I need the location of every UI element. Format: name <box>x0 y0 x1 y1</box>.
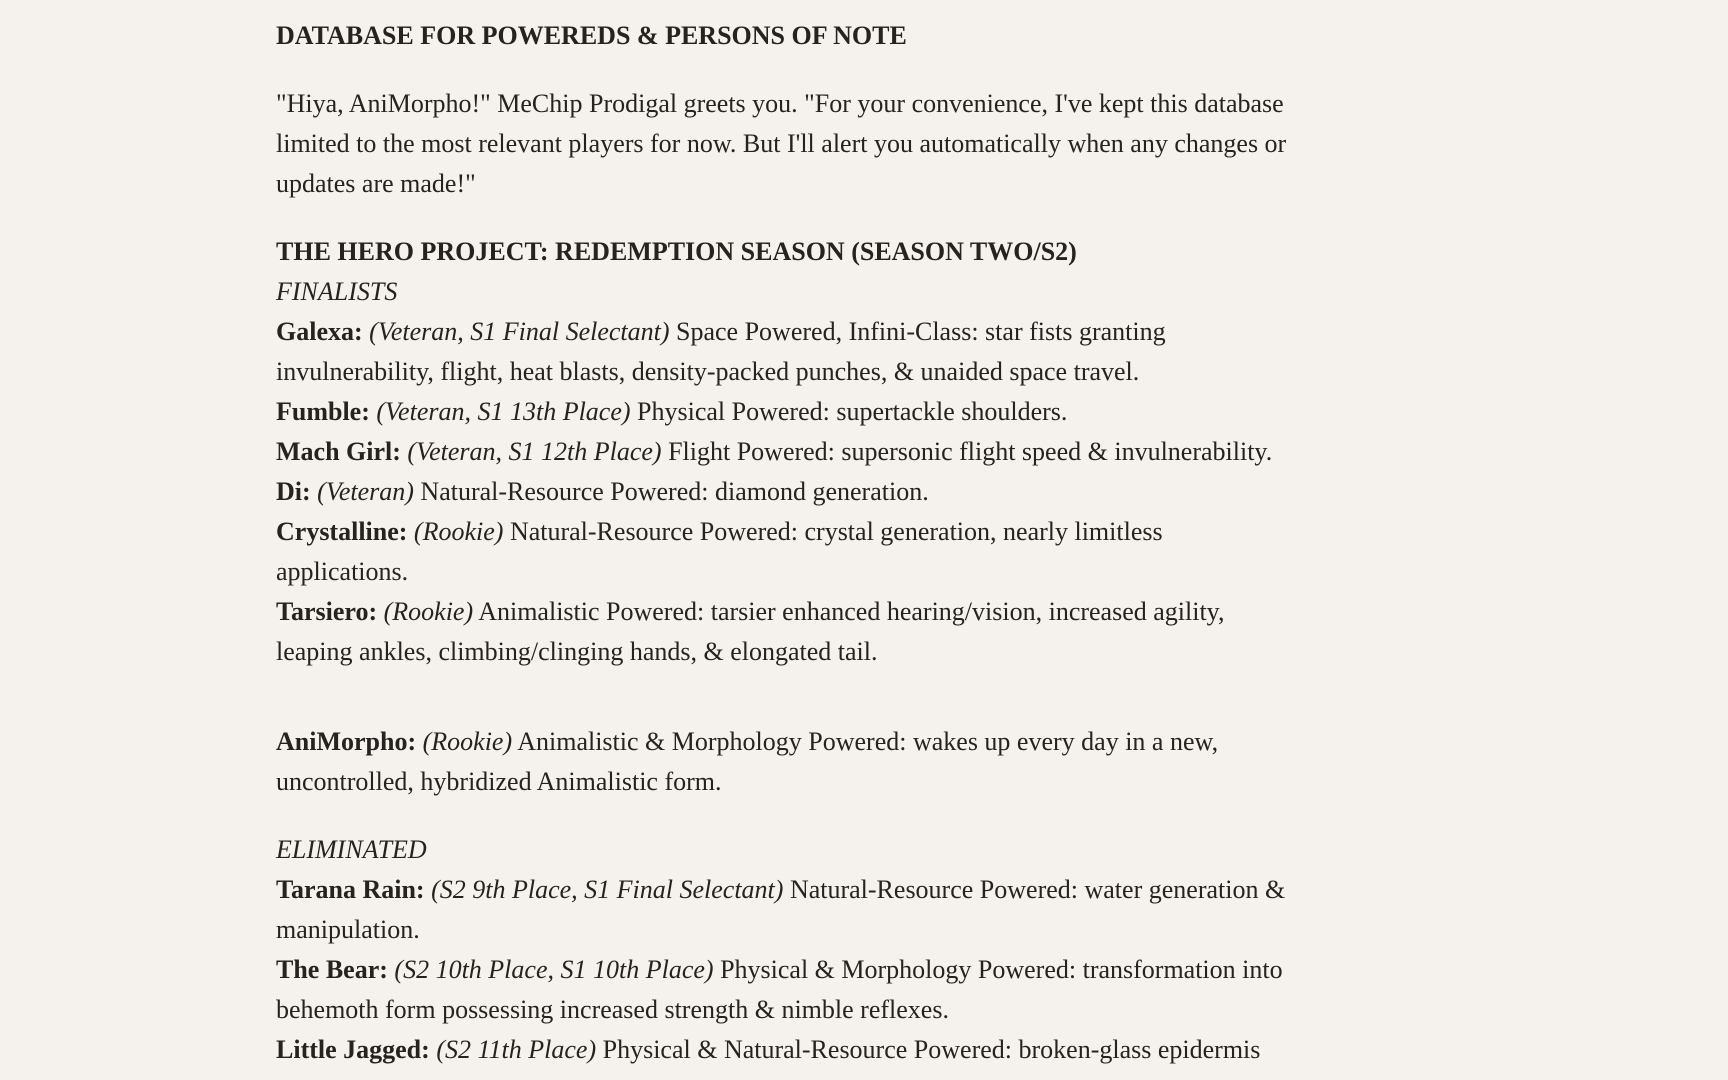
entry-tag: (Veteran) <box>317 477 414 506</box>
entry-desc: Space Powered, Infini-Class: star fists granting invulnerability, flight, heat blasts, density-packed punches, & unaided space travel. <box>276 317 1166 386</box>
roster-entry-galexa <box>276 317 1166 386</box>
roster-entry-tarsiero <box>276 597 1225 666</box>
entry-desc: Physical & Morphology Powered: transformation into behemoth form possessing increased strength & nimble reflexes. <box>276 955 1283 1024</box>
entry-name: Tarsiero: <box>276 597 378 626</box>
roster-entry-mach-girl <box>276 437 1272 466</box>
entry-name: Little Jagged: <box>276 1035 430 1064</box>
entry-desc: Physical & Natural-Resource Powered: broken-glass epidermis <box>602 1035 1261 1064</box>
roster-entry-little-jagged <box>276 1035 1260 1064</box>
intro-paragraph: "Hiya, AniMorpho!" MeChip Prodigal greets you. "For your convenience, I've kept this database limited to the most relevant players for now. But I'll alert you automatically when any changes or updates are made!" <box>276 89 1287 198</box>
entry-desc: Physical Powered: supertackle shoulders. <box>637 397 1068 426</box>
entry-name: Di: <box>276 477 311 506</box>
entry-tag: (S2 9th Place, S1 Final Selectant) <box>431 875 784 904</box>
entry-desc: Animalistic Powered: tarsier enhanced hearing/vision, increased agility, leaping ankles, climbing/clinging hands, & elongated tail. <box>276 597 1225 666</box>
entry-desc: Natural-Resource Powered: crystal generation, nearly limitless applications. <box>276 517 1163 586</box>
eliminated-label: ELIMINATED <box>276 835 427 864</box>
entry-tag: (Rookie) <box>383 597 474 626</box>
database-text-column <box>276 0 1288 1080</box>
entry-desc: Natural-Resource Powered: diamond generation. <box>420 477 929 506</box>
entry-name: The Bear: <box>276 955 388 984</box>
entry-tag: (Veteran, S1 13th Place) <box>376 397 631 426</box>
entry-name: Crystalline: <box>276 517 408 546</box>
entry-name: Galexa: <box>276 317 363 346</box>
entry-tag: (Veteran, S1 12th Place) <box>407 437 662 466</box>
entry-desc: Flight Powered: supersonic flight speed & invulnerability. <box>668 437 1273 466</box>
roster-entry-di <box>276 477 929 506</box>
entry-desc: Animalistic & Morphology Powered: wakes up every day in a new, uncontrolled, hybridized Animalistic form. <box>276 727 1219 796</box>
entry-tag: (S2 10th Place, S1 10th Place) <box>394 955 714 984</box>
roster-entry-fumble <box>276 397 1067 426</box>
entry-name: Fumble: <box>276 397 370 426</box>
eliminated-paragraph <box>276 830 1288 1070</box>
roster-entry-crystalline <box>276 517 1163 586</box>
entry-name: Tarana Rain: <box>276 875 425 904</box>
entry-name: Mach Girl: <box>276 437 401 466</box>
finalists-paragraph <box>276 232 1288 672</box>
finalists-label: FINALISTS <box>276 277 398 306</box>
entry-name: AniMorpho: <box>276 727 417 756</box>
roster-entry-the-bear <box>276 955 1283 1024</box>
entry-tag: (Rookie) <box>413 517 504 546</box>
entry-tag: (Veteran, S1 Final Selectant) <box>369 317 670 346</box>
page-title: DATABASE FOR POWEREDS & PERSONS OF NOTE <box>276 21 907 50</box>
roster-entry-tarana-rain <box>276 875 1285 944</box>
entry-desc: Natural-Resource Powered: water generation & manipulation. <box>276 875 1286 944</box>
season-heading: THE HERO PROJECT: REDEMPTION SEASON (SEASON TWO/S2) <box>276 237 1077 266</box>
entry-tag: (Rookie) <box>422 727 513 756</box>
animorpho-paragraph <box>276 722 1288 802</box>
entry-tag: (S2 11th Place) <box>436 1035 597 1064</box>
roster-entry-animorpho <box>276 727 1218 796</box>
